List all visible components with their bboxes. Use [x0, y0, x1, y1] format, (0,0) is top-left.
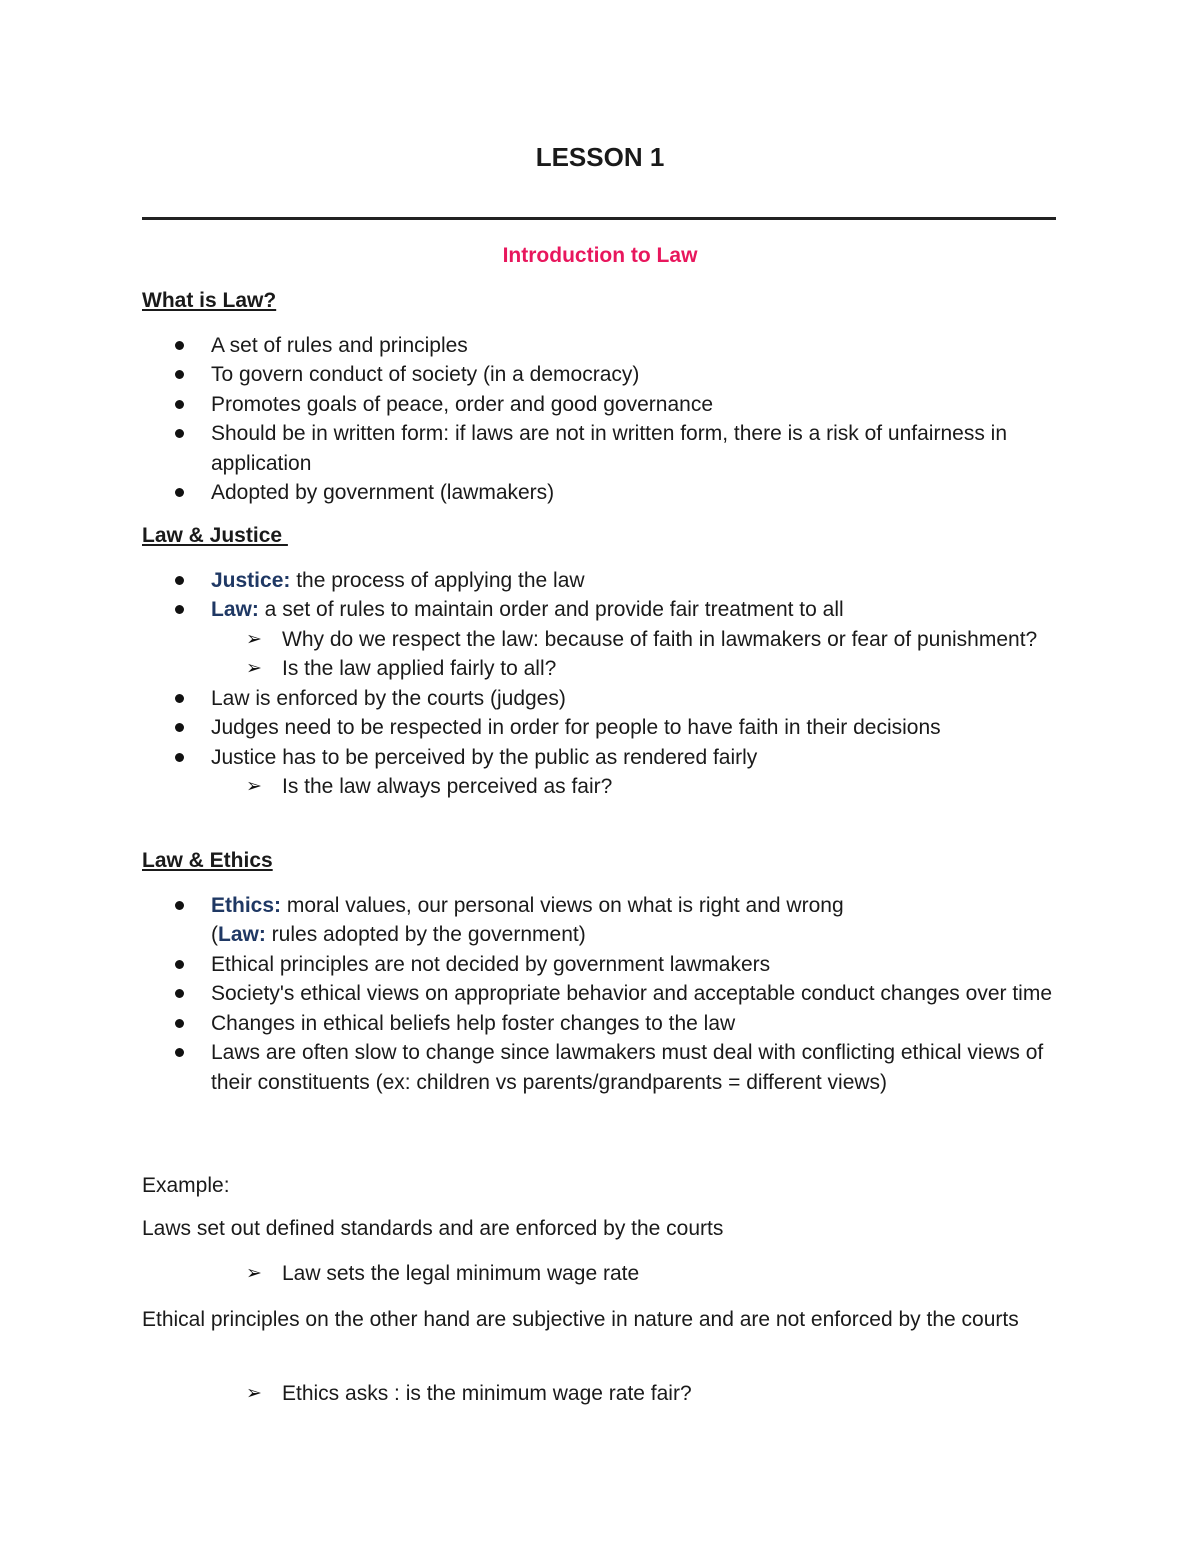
section-law-ethics — [142, 846, 1072, 1097]
list-item: Society's ethical views on appropriate behavior and acceptable conduct changes over time — [142, 979, 1072, 1009]
section-heading: Law & Justice — [142, 524, 288, 547]
list-item: To govern conduct of society (in a democracy) — [142, 360, 1072, 390]
list-item — [142, 595, 1072, 625]
list-item: Adopted by government (lawmakers) — [142, 478, 1072, 508]
sub-list-item: ➢ Is the law applied fairly to all? — [142, 654, 1072, 684]
bullet-list — [142, 891, 1072, 1098]
lesson-title: LESSON 1 — [535, 142, 665, 172]
term-law: Law: — [218, 923, 266, 946]
sub-list-item: ➢ Is the law always perceived as fair? — [142, 772, 1072, 802]
list-item: Laws are often slow to change since lawmakers must deal with conflicting ethical views of their constituents (ex: children vs parents/grandparents = different views) — [142, 1038, 1072, 1097]
list-item: Law is enforced by the courts (judges) — [142, 684, 1072, 714]
title-divider — [142, 217, 1056, 220]
definition-text: moral values, our personal views on what is right and wrong — [281, 893, 844, 917]
definition-text: the process of applying the law — [290, 568, 585, 592]
sub-list-item: ➢ Why do we respect the law: because of faith in lawmakers or fear of punishment? — [142, 625, 1072, 655]
section-heading: What is Law? — [142, 289, 277, 312]
sub-list — [142, 1259, 1072, 1289]
example-ethics-text: Ethical principles on the other hand are subjective in nature and are not enforced by the courts — [142, 1308, 1019, 1331]
list-item: Changes in ethical beliefs help foster changes to the law — [142, 1009, 1072, 1039]
sub-list-item: ➢ Ethics asks : is the minimum wage rate fair? — [142, 1379, 1072, 1409]
list-item — [142, 891, 1072, 950]
section-law-justice — [142, 521, 1072, 802]
section-heading: Law & Ethics — [142, 849, 273, 872]
list-item: A set of rules and principles — [142, 331, 1072, 361]
example-ethics-sub — [142, 1379, 1072, 1409]
page-subtitle: Introduction to Law — [502, 244, 698, 267]
term-law: Law: — [211, 598, 259, 621]
example-laws-sub — [142, 1259, 1072, 1289]
example-laws-text: Laws set out defined standards and are enforced by the courts — [142, 1217, 724, 1240]
list-item: Promotes goals of peace, order and good governance — [142, 390, 1072, 420]
bullet-list — [142, 566, 1072, 802]
section-what-is-law — [142, 286, 1072, 508]
list-item: Justice has to be perceived by the public as rendered fairly — [142, 743, 1072, 773]
list-item: Judges need to be respected in order for people to have faith in their decisions — [142, 713, 1072, 743]
term-ethics: Ethics: — [211, 893, 282, 917]
example-label: Example: — [142, 1174, 230, 1197]
term-justice: Justice: — [211, 568, 291, 592]
sub-list — [142, 1379, 1072, 1409]
definition-text: a set of rules to maintain order and provide fair treatment to all — [258, 598, 844, 621]
list-item: Ethical principles are not decided by government lawmakers — [142, 950, 1072, 980]
bullet-list — [142, 331, 1072, 508]
list-item — [142, 566, 1072, 596]
list-item: Should be in written form: if laws are not in written form, there is a risk of unfairness in application — [142, 419, 1072, 478]
definition-text: rules adopted by the government) — [265, 923, 586, 946]
paren-open: ( — [211, 923, 218, 946]
sub-list-item: ➢ Law sets the legal minimum wage rate — [142, 1259, 1072, 1289]
